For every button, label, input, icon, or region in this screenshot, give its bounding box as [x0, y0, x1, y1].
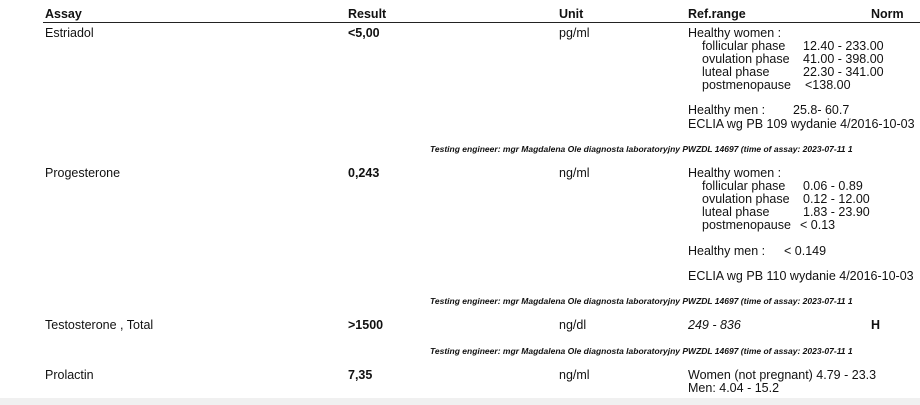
- result-value: >1500: [348, 318, 384, 332]
- ref-phase-name: postmenopause: [702, 78, 791, 92]
- ref-phase-name: ovulation phase: [702, 192, 790, 206]
- ref-phase-name: luteal phase: [702, 205, 770, 219]
- assay-name: Progesterone: [45, 166, 121, 180]
- ref-men-label: Healthy men :: [688, 103, 766, 117]
- ref-phase-name: luteal phase: [702, 65, 770, 79]
- ref-line: Men: 4.04 - 15.2: [688, 381, 780, 395]
- ref-women-title: Healthy women :: [688, 166, 782, 180]
- unit-value: ng/ml: [559, 166, 590, 180]
- header-ref-range: Ref.range: [688, 7, 746, 21]
- assay-name: Estriadol: [45, 26, 94, 40]
- ref-phase-name: follicular phase: [702, 39, 786, 53]
- ref-men-range: < 0.149: [784, 244, 827, 258]
- ref-women-title: Healthy women :: [688, 26, 782, 40]
- ref-phase-range: 0.06 - 0.89: [803, 179, 863, 193]
- header-assay: Assay: [45, 7, 82, 21]
- ref-phase-range: 41.00 - 398.00: [803, 52, 884, 66]
- header-unit: Unit: [559, 7, 584, 21]
- ref-phase-name: postmenopause: [702, 218, 791, 232]
- ref-method: ECLIA wg PB 109 wydanie 4/2016-10-03: [688, 117, 915, 131]
- ref-phase-name: follicular phase: [702, 179, 786, 193]
- header-divider: [43, 22, 920, 23]
- assay-name: Prolactin: [45, 368, 94, 382]
- assay-name: Testosterone , Total: [45, 318, 154, 332]
- result-value: <5,00: [348, 26, 380, 40]
- ref-men-label: Healthy men :: [688, 244, 766, 258]
- ref-line: Women (not pregnant) 4.79 - 23.3: [688, 368, 877, 382]
- ref-men-range: 25.8- 60.7: [793, 103, 850, 117]
- result-value: 7,35: [348, 368, 373, 382]
- norm-flag: H: [871, 318, 881, 332]
- testing-engineer-note: Testing engineer: mgr Magdalena Ole diagnosta laboratoryjny PWZDL 14697 (time of assay: 2023-07-11 1: [430, 144, 853, 154]
- page-bottom-edge: [0, 398, 920, 405]
- ref-phase-range: 0.12 - 12.00: [803, 192, 870, 206]
- testing-engineer-note: Testing engineer: mgr Magdalena Ole diagnosta laboratoryjny PWZDL 14697 (time of assay: 2023-07-11 1: [430, 296, 853, 306]
- unit-value: pg/ml: [559, 26, 590, 40]
- ref-phase-name: ovulation phase: [702, 52, 790, 66]
- unit-value: ng/ml: [559, 368, 590, 382]
- ref-method: ECLIA wg PB 110 wydanie 4/2016-10-03: [688, 269, 914, 283]
- ref-phase-range: < 0.13: [800, 218, 836, 232]
- unit-value: ng/dl: [559, 318, 587, 332]
- testing-engineer-note: Testing engineer: mgr Magdalena Ole diagnosta laboratoryjny PWZDL 14697 (time of assay: 2023-07-11 1: [430, 346, 853, 356]
- ref-range-value: 249 - 836: [688, 318, 741, 332]
- header-norm: Norm: [871, 7, 904, 21]
- header-result: Result: [348, 7, 387, 21]
- ref-phase-range: 1.83 - 23.90: [803, 205, 870, 219]
- ref-phase-range: 12.40 - 233.00: [803, 39, 884, 53]
- ref-phase-range: <138.00: [805, 78, 851, 92]
- result-value: 0,243: [348, 166, 380, 180]
- ref-phase-range: 22.30 - 341.00: [803, 65, 884, 79]
